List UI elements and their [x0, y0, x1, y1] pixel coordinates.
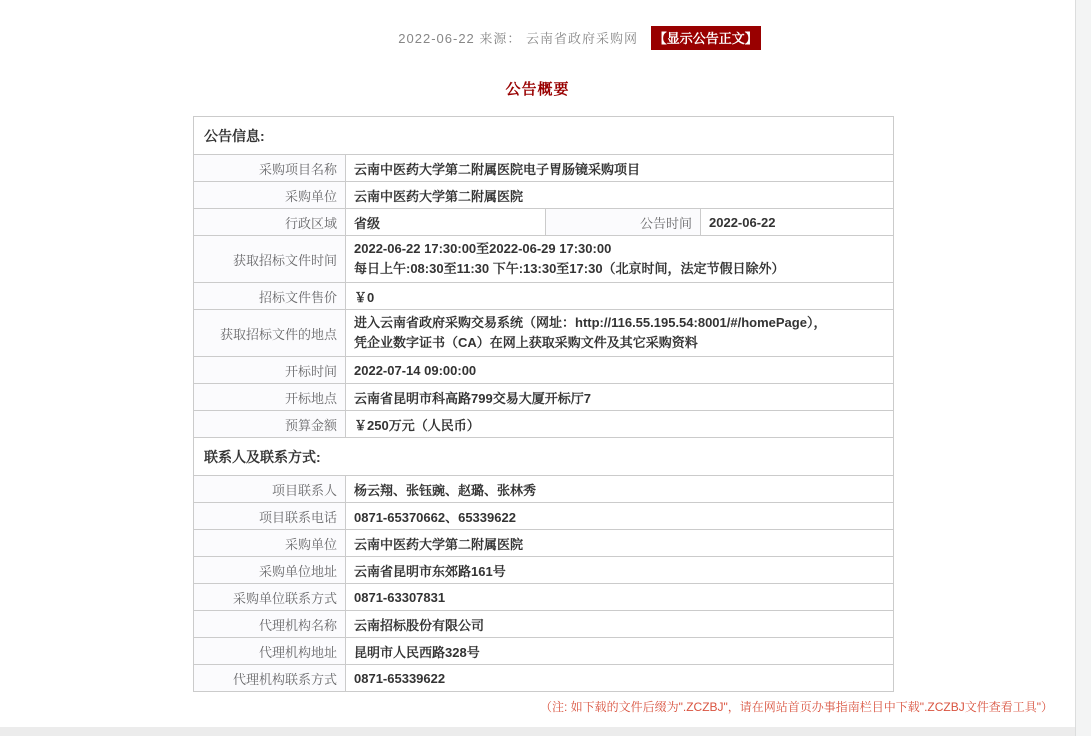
announcement-summary [193, 116, 893, 692]
row-value: 云南省昆明市科高路799交易大厦开标厅7 [346, 384, 894, 411]
value-line: 凭企业数字证书（CA）在网上获取采购文件及其它采购资料 [354, 335, 698, 350]
row-value: 省级 [346, 209, 546, 236]
table-row [194, 411, 894, 438]
row-value: 云南招标股份有限公司 [346, 611, 894, 638]
table-row [194, 584, 894, 611]
table-row [194, 530, 894, 557]
row-value: 0871-65370662、65339622 [346, 503, 894, 530]
table-row [194, 236, 894, 283]
table-row [194, 476, 894, 503]
row-label: 采购单位地址 [194, 557, 346, 584]
row-value: 2022-07-14 09:00:00 [346, 357, 894, 384]
row-label: 采购单位 [194, 182, 346, 209]
row-label: 招标文件售价 [194, 283, 346, 310]
row-label: 项目联系电话 [194, 503, 346, 530]
value-line: 进入云南省政府采购交易系统（网址：http://116.55.195.54:8001/#/homePage）， [354, 315, 827, 330]
row-label: 采购项目名称 [194, 155, 346, 182]
row-value: 云南中医药大学第二附属医院 [346, 182, 894, 209]
row-label: 采购单位 [194, 530, 346, 557]
table-row [194, 503, 894, 530]
row-value: 0871-63307831 [346, 584, 894, 611]
row-label: 代理机构地址 [194, 638, 346, 665]
row-label: 开标时间 [194, 357, 346, 384]
row-value: 2022-06-22 [701, 209, 894, 236]
row-label: 获取招标文件时间 [194, 236, 346, 283]
section-header: 联系人及联系方式: [194, 438, 894, 476]
announcement-table [193, 116, 894, 692]
table-row [194, 357, 894, 384]
row-label: 开标地点 [194, 384, 346, 411]
row-label: 行政区域 [194, 209, 346, 236]
value-line: 每日上午:08:30至11:30 下午:13:30至17:30（北京时间，法定节假日除外） [354, 261, 785, 276]
row-label: 获取招标文件的地点 [194, 310, 346, 357]
row-value: 云南省昆明市东郊路161号 [346, 557, 894, 584]
table-row [194, 665, 894, 692]
row-value [346, 236, 894, 283]
row-value: 0871-65339622 [346, 665, 894, 692]
row-label: 采购单位联系方式 [194, 584, 346, 611]
row-value: 杨云翔、张钰豌、赵璐、张林秀 [346, 476, 894, 503]
table-row [194, 310, 894, 357]
section-row [194, 438, 894, 476]
section-header: 公告信息: [194, 117, 894, 155]
row-value: ￥250万元（人民币） [346, 411, 894, 438]
horizontal-scrollbar[interactable] [0, 727, 1075, 736]
show-fulltext-button[interactable]: 【显示公告正文】 [651, 26, 761, 50]
row-label: 公告时间 [546, 209, 701, 236]
row-label: 代理机构名称 [194, 611, 346, 638]
page-title: 公告概要 [505, 81, 570, 98]
section-row [194, 117, 894, 155]
table-row [194, 557, 894, 584]
table-row [194, 638, 894, 665]
table-row [194, 384, 894, 411]
table-row [194, 155, 894, 182]
announcement-meta [42, 26, 1075, 50]
row-label: 项目联系人 [194, 476, 346, 503]
publish-date: 2022-06-22 [398, 31, 475, 46]
table-row [194, 182, 894, 209]
row-value: 云南中医药大学第二附属医院 [346, 530, 894, 557]
row-value: 云南中医药大学第二附属医院电子胃肠镜采购项目 [346, 155, 894, 182]
row-value: 昆明市人民西路328号 [346, 638, 894, 665]
source-name: 云南省政府采购网 [526, 31, 639, 46]
row-label: 预算金额 [194, 411, 346, 438]
table-row [194, 283, 894, 310]
download-note: （注: 如下载的文件后缀为".ZCZBJ"，请在网站首页办事指南栏目中下载".ZCZBJ文件查看工具"） [539, 700, 1053, 714]
table-row [194, 209, 894, 236]
table-row [194, 611, 894, 638]
value-line: 2022-06-22 17:30:00至2022-06-29 17:30:00 [354, 241, 612, 256]
source-label: 来源： [479, 31, 522, 46]
vertical-scrollbar[interactable] [1075, 0, 1091, 736]
row-value [346, 310, 894, 357]
row-label: 代理机构联系方式 [194, 665, 346, 692]
row-value: ￥0 [346, 283, 894, 310]
